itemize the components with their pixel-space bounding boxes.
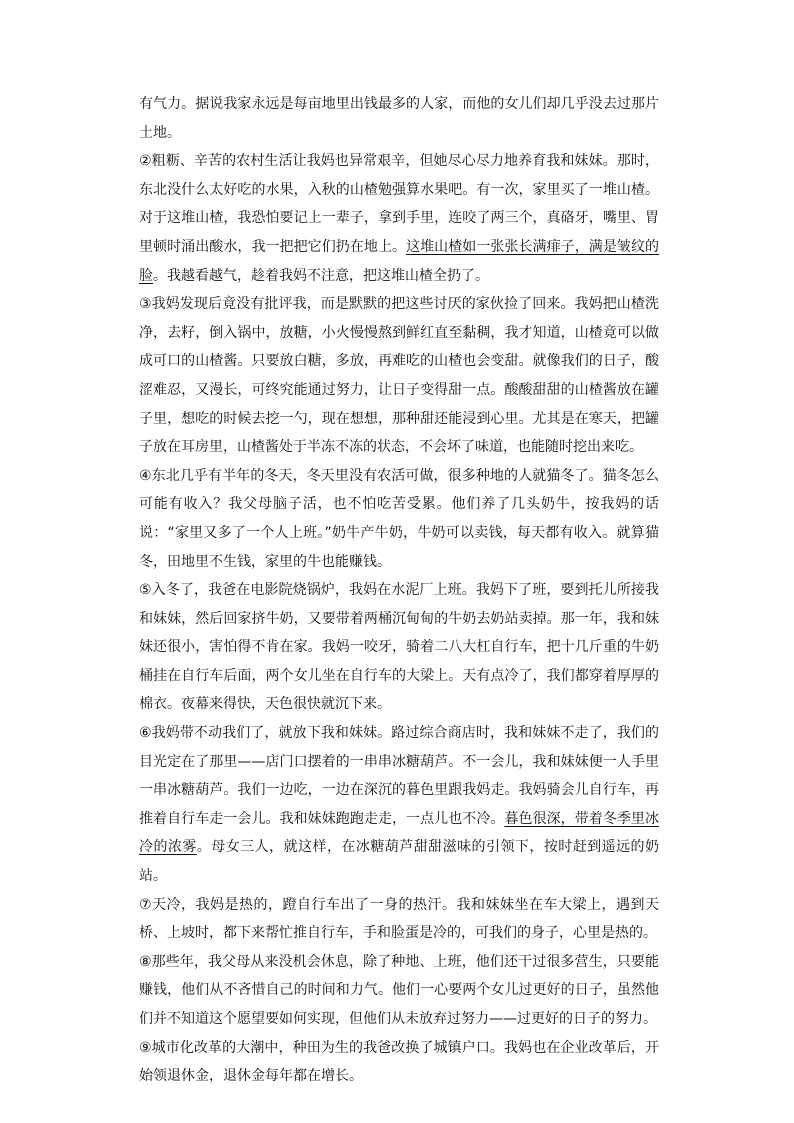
paragraph-text: ④东北几乎有半年的冬天，冬天里没有农活可做，很多种地的人就猫冬了。猫冬怎么可能有收入？我父母脑子活，也不怕吃苦受累。他们养了几头奶牛，按我妈的话说：“家里又多了一个人上班。”奶牛产牛奶，牛奶可以卖钱，每天都有收入。就算猫冬，田地里不生钱，家里的牛也能赚钱。 bbox=[139, 467, 659, 570]
paragraph-p5 bbox=[139, 576, 659, 719]
paragraph-text: ⑨城市化改革的大潮中，种田为生的我爸改换了城镇户口。我妈也在企业改革后，开始领退休金，退休金每年都在增长。 bbox=[139, 1039, 659, 1085]
paragraph-p3 bbox=[139, 290, 659, 462]
paragraph-text: ⑧那些年，我父母从来没机会休息，除了种地、上班，他们还干过很多营生，只要能赚钱，他们从不吝惜自己的时间和力气。他们一心要两个女儿过更好的日子，虽然他们并不知道这个愿望要如何实现，但他们从未放弃过努力——过更好的日子的努力。 bbox=[139, 953, 659, 1027]
paragraph-text: ⑦天冷，我妈是热的，蹬自行车出了一身的热汗。我和妹妹坐在车大梁上，遇到天桥、上坡时，都下来帮忙推自行车，手和脸蛋是冷的，可我们的身子，心里是热的。 bbox=[139, 896, 659, 942]
paragraph-p9 bbox=[139, 1034, 659, 1091]
paragraph-text: 。我越看越气，趁着我妈不注意，把这堆山楂全扔了。 bbox=[153, 267, 489, 284]
paragraph-text: ⑥我妈带不动我们了，就放下我和妹妹。路过综合商店时，我和妹妹不走了，我们的目光定在了那里——店门口摆着的一串串冰糖葫芦。不一会儿，我和妹妹便一人手里一串冰糖葫芦。我们一边吃，一边在深沉的暮色里跟我妈走。我妈骑会儿自行车，再推着自行车走一会儿。我和妹妹跑跑走走，一点儿也不冷。 bbox=[139, 725, 659, 827]
paragraph-p6 bbox=[139, 719, 659, 891]
paragraph-text: 有气力。据说我家永远是每亩地里出钱最多的人家，而他的女儿们却几乎没去过那片土地。 bbox=[139, 96, 659, 141]
paragraph-p7 bbox=[139, 891, 659, 948]
underlined-sentence: 暮色很深，带着冬季里冰冷的浓雾 bbox=[139, 810, 660, 856]
underlined-sentence: 这堆山楂如一张张长满痱子，满是皱纹的脸 bbox=[139, 238, 660, 284]
paragraph-p4 bbox=[139, 462, 659, 576]
paragraph-p0 bbox=[139, 90, 659, 147]
paragraph-text: ③我妈发现后竟没有批评我，而是默默的把这些讨厌的家伙捡了回来。我妈把山楂洗净，去籽，倒入锅中，放糖，小火慢慢熬到鲜红直至黏稠，我才知道，山楂竟可以做成可口的山楂酱。只要放白糖，多放，再难吃的山楂也会变甜。就像我们的日子，酸涩难忍，又漫长，可终究能通过努力，让日子变得甜一点。酸酸甜甜的山楂酱放在罐子里，想吃的时候去挖一勺，现在想想，那种甜还能浸到心里。尤其是在寒天，把罐子放在耳房里，山楂酱处于半冻不冻的状态，不会坏了味道，也能随时挖出来吃。 bbox=[139, 296, 659, 456]
paragraph-text: 。母女三人，就这样，在冰糖葫芦甜甜滋味的引领下，按时赶到遥远的奶站。 bbox=[139, 839, 660, 885]
paragraph-text: ②粗粝、辛苦的农村生活让我妈也异常艰辛，但她尽心尽力地养育我和妹妹。那时，东北没什么太好吃的水果，入秋的山楂勉强算水果吧。有一次，家里买了一堆山楂。对于这堆山楂，我恐怕要记上一辈子，拿到手里，连咬了两三个，真硌牙，嘴里、胃里顿时涌出酸水，我一把把它们扔在地上。 bbox=[139, 153, 659, 255]
paragraph-p2 bbox=[139, 147, 659, 290]
article-body bbox=[139, 90, 659, 1091]
paragraph-p8 bbox=[139, 948, 659, 1034]
paragraph-text: ⑤入冬了，我爸在电影院烧锅炉，我妈在水泥厂上班。我妈下了班，要到托儿所接我和妹妹，然后回家挤牛奶，又要带着两桶沉甸甸的牛奶去奶站卖掉。那一年，我和妹妹还很小，害怕得不肯在家。我妈一咬牙，骑着二八大杠自行车，把十几斤重的牛奶桶挂在自行车后面，两个女儿坐在自行车的大梁上。天有点冷了，我们都穿着厚厚的棉衣。夜幕来得快，天色很快就沉下来。 bbox=[139, 582, 659, 713]
